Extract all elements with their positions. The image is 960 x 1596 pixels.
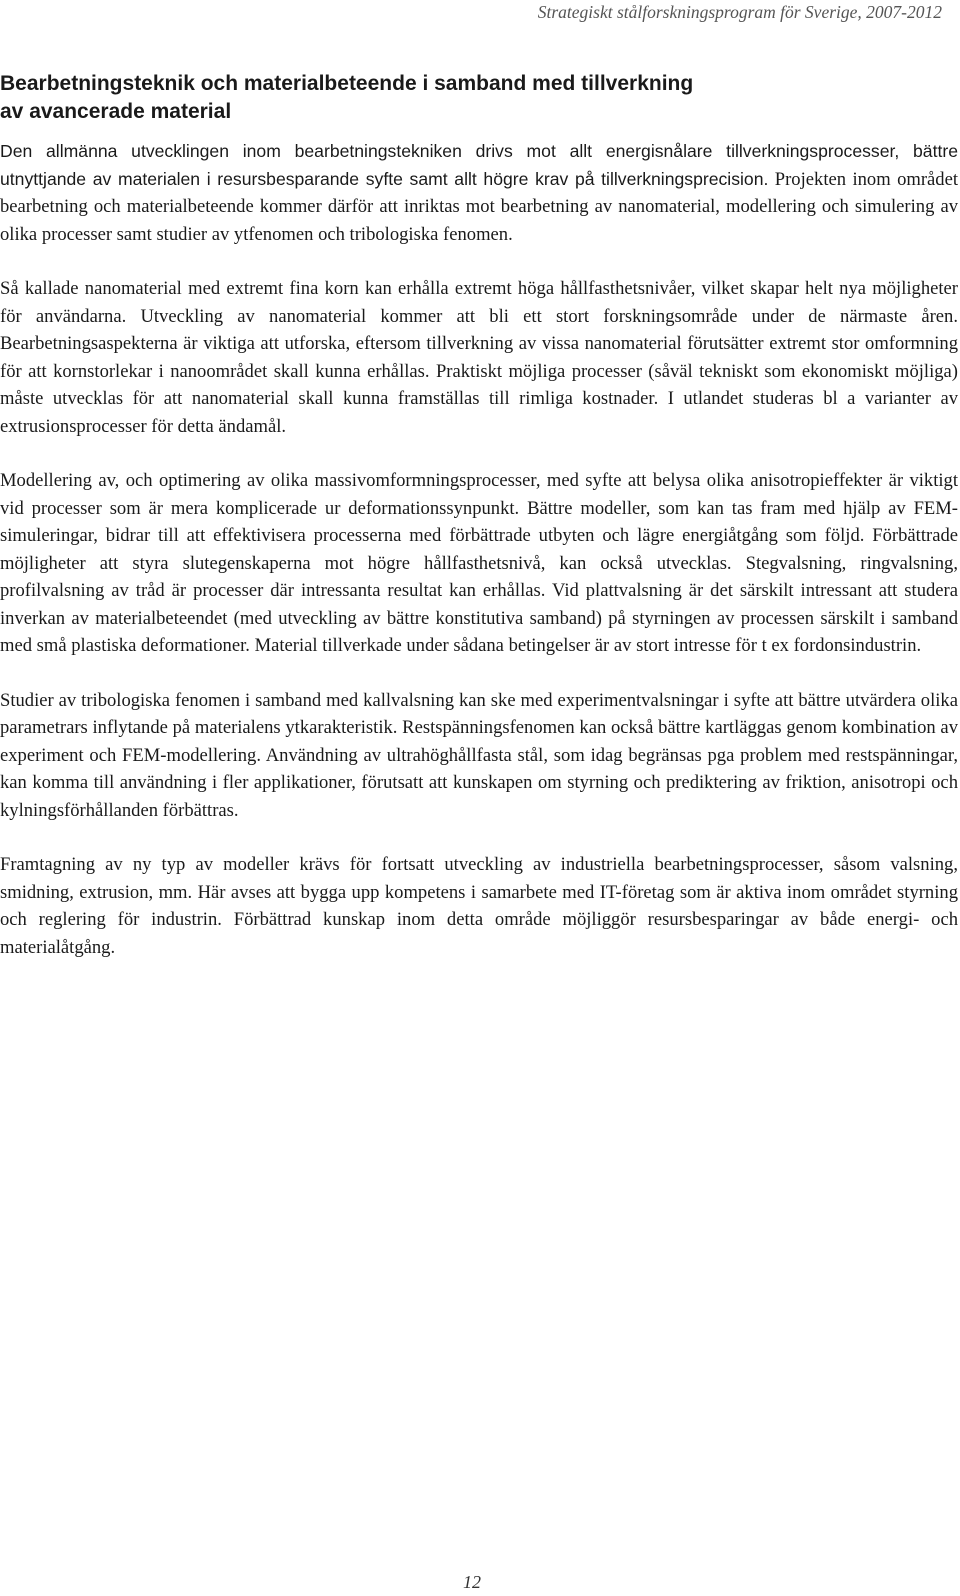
paragraph-intro	[0, 138, 958, 248]
running-header: Strategiskt stålforskningsprogram för Sverige, 2007-2012	[537, 2, 942, 22]
section-title-line-1: Bearbetningsteknik och materialbeteende i samband med tillverkning	[0, 72, 694, 95]
paragraph-intro-sans-run: Den allmänna utvecklingen inom bearbetningstekniken drivs mot allt energisnålare tillverkningsprocesser, bättre utnyttjande av materialen i resursbesparande syfte samt allt högre krav på tillverkningsprecision.	[0, 141, 958, 189]
paragraph-intro-serif-run: Projekten inom området bearbetning och materialbeteende kommer därför att inriktas mot bearbetning av nanomaterial, modellering och simulering av olika processer samt studier av ytfenomen och tribologiska fenomen.	[0, 168, 958, 245]
paragraph-modelling: Modellering av, och optimering av olika massivomformningsprocesser, med syfte att belysa olika anisotropieffekter är viktigt vid processer som är mera komplicerade ur deformationssynpunkt. Bättre modeller, som kan tas fram med hjälp av FEM-simuleringar, bidrar till att effektivisera processerna med förbättrade utbyten och lägre energiåtgång som följd. Förbättrade möjligheter att styra slutegenskaperna mot högre hållfasthetsnivå, kan också utvecklas. Stegvalsning, ringvalsning, profilvalsning av tråd är processer där intressanta resultat kan erhållas. Vid plattvalsning är det särskilt intressant att studera inverkan av materialbeteendet (med utveckling av bättre konstitutiva samband) på styrningen av processen särskilt i samband med små plastiska deformationer. Material tillverkade under sådana betingelser är av stort intresse för t ex fordonsindustrin.	[0, 470, 958, 656]
section-title-line-2: av avancerade material	[0, 100, 232, 123]
paragraph-tribology: Studier av tribologiska fenomen i samband med kallvalsning kan ske med experimentvalsningar i syfte att bättre utvärdera olika parametrars inflytande på materialens ytkarakteristik. Restspänningsfenomen kan också bättre kartläggas genom kombination av experiment och FEM-modellering. Användning av ultrahöghållfasta stål, som idag begränsas pga problem med restspänningar, kan komma till användning i fler applikationer, förutsatt att kunskapen om styrning och prediktering av friktion, anisotropi och kylningsförhållanden förbättras.	[0, 689, 958, 821]
section-title	[0, 70, 958, 126]
page-number: 12	[463, 1572, 481, 1592]
paragraph-nanomaterial: Så kallade nanomaterial med extremt fina korn kan erhålla extremt höga hållfasthetsnivåer, vilket skapar helt nya möjligheter för användarna. Utveckling av nanomaterial kommer att bli ett stort forskningsområde under de närmaste åren. Bearbetningsaspekterna är viktiga att utforska, eftersom tillverkning av vissa nanomaterial förutsätter extremt stor omformning för att kornstorlekar i nanoområdet skall kunna erhållas. Praktiskt möjliga processer (såväl tekniskt som ekonomiskt möjliga) måste utvecklas för att nanomaterial skall kunna framställas till rimliga kostnader. I utlandet studeras bl a varianter av extrusionsprocesser för detta ändamål.	[0, 278, 958, 437]
paragraph-new-models: Framtagning av ny typ av modeller krävs för fortsatt utveckling av industriella bearbetningsprocesser, såsom valsning, smidning, extrusion, mm. Här avses att bygga upp kompetens i samarbete med IT-företag som är aktiva inom området styrning och reglering för industrin. Förbättrad kunskap inom detta område möjliggör resursbesparingar av både energi- och materialåtgång.	[0, 854, 958, 958]
document-body	[0, 70, 958, 988]
